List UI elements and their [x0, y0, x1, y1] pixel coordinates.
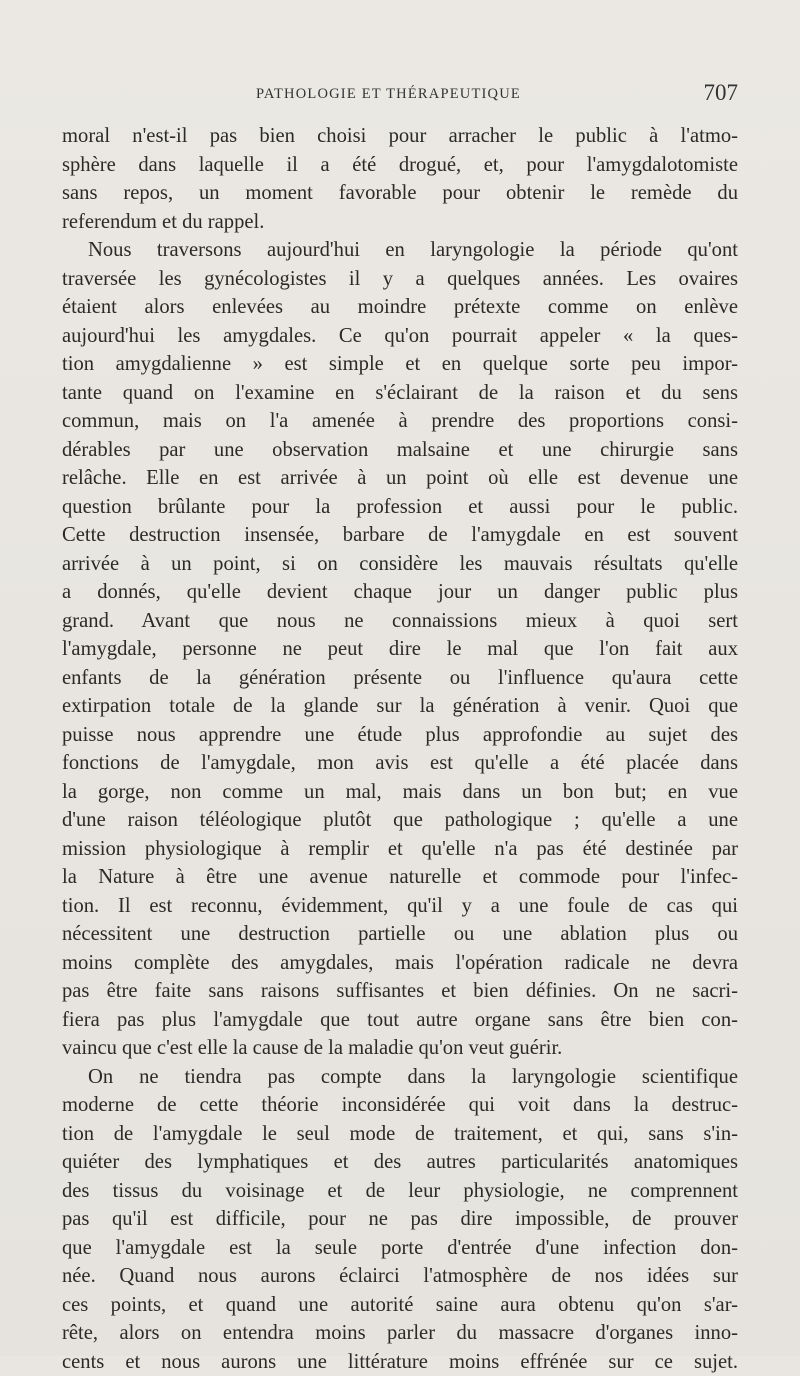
text-line: tion de l'amygdale le seul mode de traitement, et qui, sans s'in-: [62, 1120, 738, 1149]
text-line: fiera pas plus l'amygdale que tout autre organe sans être bien con-: [62, 1006, 738, 1035]
text-line: l'amygdale, personne ne peut dire le mal que l'on fait aux: [62, 635, 738, 664]
text-line: d'une raison téléologique plutôt que pathologique ; qu'elle a une: [62, 806, 738, 835]
text-line: Nous traversons aujourd'hui en laryngologie la période qu'ont: [62, 236, 738, 265]
text-line: moins complète des amygdales, mais l'opération radicale ne devra: [62, 949, 738, 978]
page-number: 707: [704, 80, 739, 106]
text-line: étaient alors enlevées au moindre prétexte comme on enlève: [62, 293, 738, 322]
text-line: On ne tiendra pas compte dans la laryngologie scientifique: [62, 1063, 738, 1092]
body-text: [62, 122, 738, 1376]
text-line: enfants de la génération présente ou l'influence qu'aura cette: [62, 664, 738, 693]
text-line: ces points, et quand une autorité saine aura obtenu qu'on s'ar-: [62, 1291, 738, 1320]
text-line: referendum et du rappel.: [62, 208, 738, 237]
text-line: tion. Il est reconnu, évidemment, qu'il y a une foule de cas qui: [62, 892, 738, 921]
text-line: sans repos, un moment favorable pour obtenir le remède du: [62, 179, 738, 208]
text-line: traversée les gynécologistes il y a quelques années. Les ovaires: [62, 265, 738, 294]
text-line: dérables par une observation malsaine et une chirurgie sans: [62, 436, 738, 465]
page-header: [62, 80, 738, 110]
text-line: née. Quand nous aurons éclairci l'atmosphère de nos idées sur: [62, 1262, 738, 1291]
text-line: tion amygdalienne » est simple et en quelque sorte peu impor-: [62, 350, 738, 379]
text-line: cents et nous aurons une littérature moins effrénée sur ce sujet.: [62, 1348, 738, 1376]
text-line: commun, mais on l'a amenée à prendre des proportions consi-: [62, 407, 738, 436]
text-line: puisse nous apprendre une étude plus approfondie au sujet des: [62, 721, 738, 750]
text-line: grand. Avant que nous ne connaissions mieux à quoi sert: [62, 607, 738, 636]
text-line: que l'amygdale est la seule porte d'entrée d'une infection don-: [62, 1234, 738, 1263]
text-line: moral n'est-il pas bien choisi pour arracher le public à l'atmo-: [62, 122, 738, 151]
text-line: aujourd'hui les amygdales. Ce qu'on pourrait appeler « la ques-: [62, 322, 738, 351]
text-line: relâche. Elle en est arrivée à un point où elle est devenue une: [62, 464, 738, 493]
text-line: mission physiologique à remplir et qu'elle n'a pas été destinée par: [62, 835, 738, 864]
text-line: pas être faite sans raisons suffisantes et bien définies. On ne sacri-: [62, 977, 738, 1006]
text-line: la Nature à être une avenue naturelle et commode pour l'infec-: [62, 863, 738, 892]
text-line: moderne de cette théorie inconsidérée qui voit dans la destruc-: [62, 1091, 738, 1120]
text-line: extirpation totale de la glande sur la génération à venir. Quoi que: [62, 692, 738, 721]
running-title: PATHOLOGIE ET THÉRAPEUTIQUE: [256, 86, 521, 103]
text-line: quiéter des lymphatiques et des autres particularités anatomiques: [62, 1148, 738, 1177]
text-line: la gorge, non comme un mal, mais dans un bon but; en vue: [62, 778, 738, 807]
text-line: nécessitent une destruction partielle ou une ablation plus ou: [62, 920, 738, 949]
text-line: fonctions de l'amygdale, mon avis est qu'elle a été placée dans: [62, 749, 738, 778]
text-line: des tissus du voisinage et de leur physiologie, ne comprennent: [62, 1177, 738, 1206]
text-line: vaincu que c'est elle la cause de la maladie qu'on veut guérir.: [62, 1034, 738, 1063]
text-line: rête, alors on entendra moins parler du massacre d'organes inno-: [62, 1319, 738, 1348]
text-line: sphère dans laquelle il a été drogué, et, pour l'amygdalotomiste: [62, 151, 738, 180]
text-line: a donnés, qu'elle devient chaque jour un danger public plus: [62, 578, 738, 607]
text-line: tante quand on l'examine en s'éclairant de la raison et du sens: [62, 379, 738, 408]
text-line: arrivée à un point, si on considère les mauvais résultats qu'elle: [62, 550, 738, 579]
text-line: Cette destruction insensée, barbare de l'amygdale en est souvent: [62, 521, 738, 550]
text-line: question brûlante pour la profession et aussi pour le public.: [62, 493, 738, 522]
text-line: pas qu'il est difficile, pour ne pas dire impossible, de prouver: [62, 1205, 738, 1234]
